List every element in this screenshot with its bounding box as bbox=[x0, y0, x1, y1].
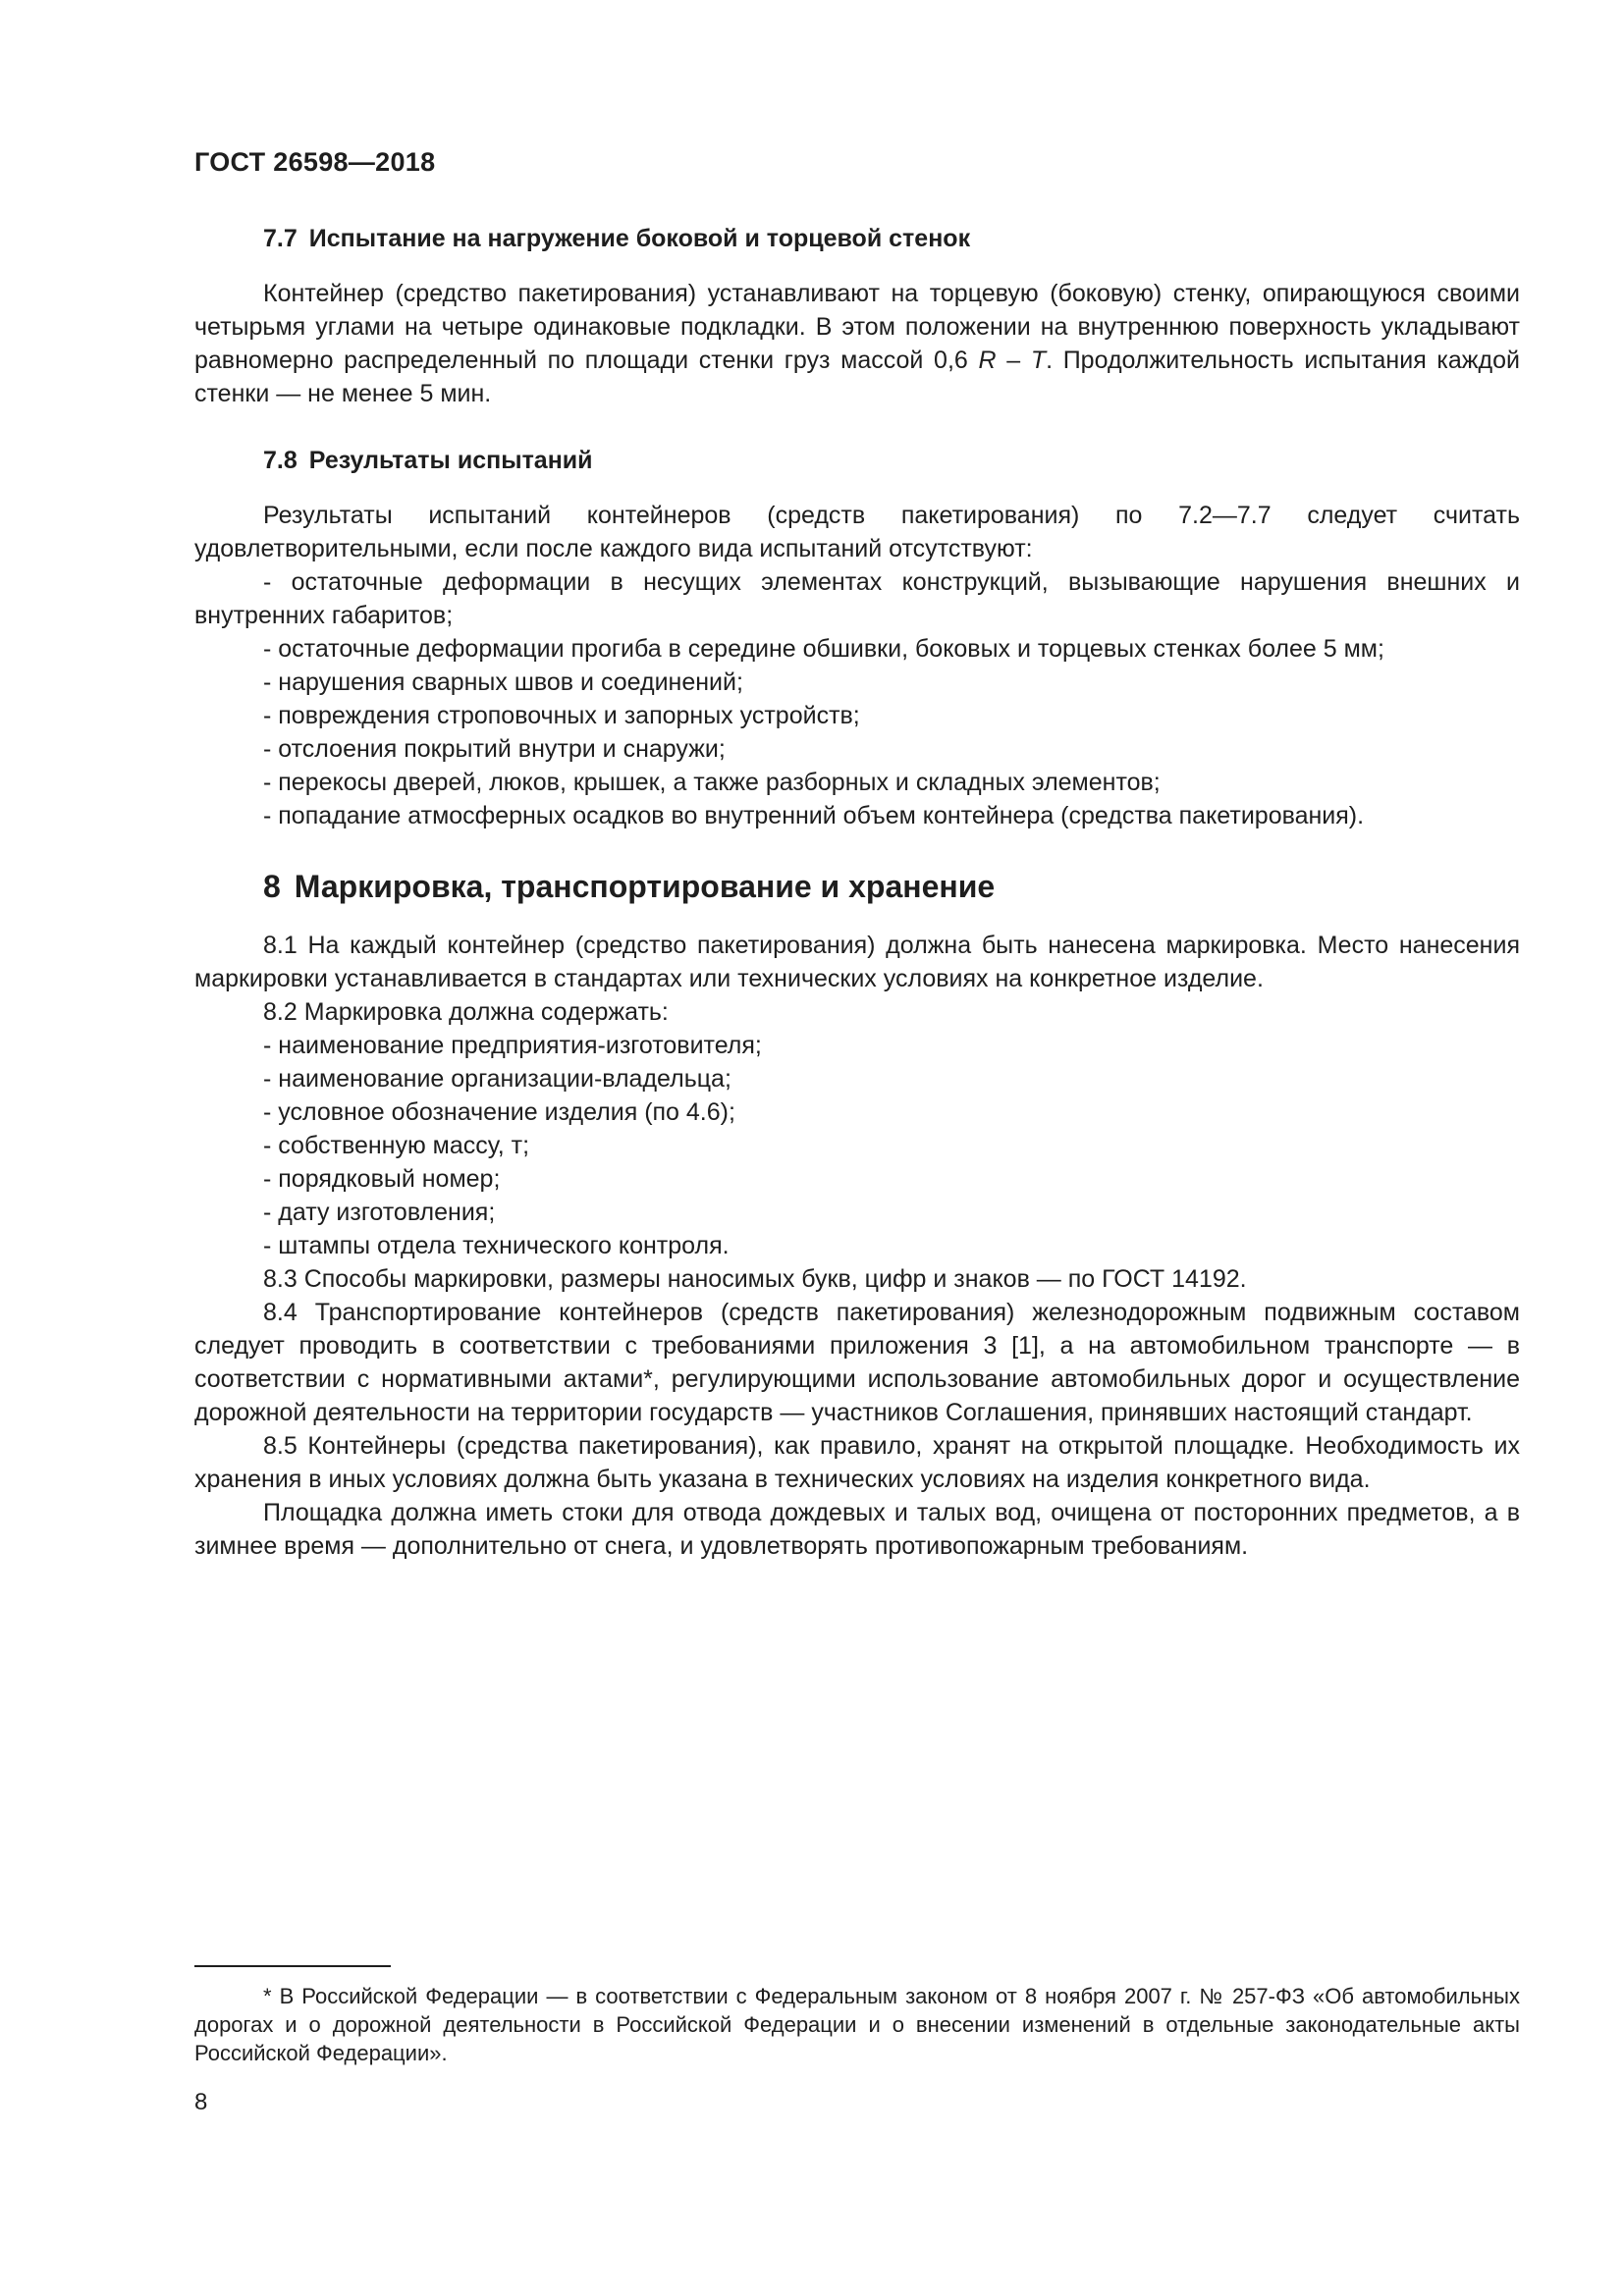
section-7-7-paragraph bbox=[194, 277, 1520, 410]
list-item: - дату изготовления; bbox=[263, 1199, 496, 1226]
list-item: - штампы отдела технического контроля. bbox=[263, 1232, 730, 1259]
paragraph-8-5: 8.5 Контейнеры (средства пакетирования), как правило, хранят на открытой площадке. Необходимость их хранения в иных условиях должна быть указана в технических условиях на изделия конкретного вида. bbox=[194, 1432, 1520, 1493]
section-title: Результаты испытаний bbox=[308, 447, 593, 474]
footnote: * В Российской Федерации — в соответствии с Федеральным законом от 8 ноября 2007 г. № 257-ФЗ «Об автомобильных дорогах и о дорожной деятельности в Российской Федерации и о внесении изменений в отдельные законодательные акты Российской Федерации». bbox=[194, 1984, 1520, 2065]
paragraph-8-4: 8.4 Транспортирование контейнеров (средств пакетирования) железнодорожным подвижным составом следует проводить в соответствии с требованиями приложения 3 [1], а на автомобильном транспорте — в соответствии с нормативными актами*, регулирующими использование автомобильных дорог и осуществление дорожной деятельности на территории государств — участников Соглашения, принявших настоящий стандарт. bbox=[194, 1299, 1520, 1426]
minus-sign: – bbox=[996, 347, 1031, 374]
section-8-heading bbox=[194, 866, 1520, 907]
section-7-7-heading bbox=[194, 222, 1520, 255]
list-item: - отслоения покрытий внутри и снаружи; bbox=[263, 735, 726, 763]
paragraph-text-end: . Продолжительность испытания каждой стенки — не менее 5 мин. bbox=[194, 347, 1520, 407]
page-number: 8 bbox=[194, 2089, 208, 2115]
list-item: - собственную массу, т; bbox=[263, 1132, 530, 1159]
list-item: - нарушения сварных швов и соединений; bbox=[263, 668, 743, 696]
list-item: - условное обозначение изделия (по 4.6); bbox=[263, 1098, 735, 1126]
list-item: - остаточные деформации в несущих элементах конструкций, вызывающие нарушения внешних и внутренних габаритов; bbox=[194, 568, 1520, 629]
document-header: ГОСТ 26598—2018 bbox=[194, 147, 436, 177]
variable-r: R bbox=[978, 347, 997, 374]
section-title: Маркировка, транспортирование и хранение bbox=[294, 869, 996, 904]
section-number: 7.7 bbox=[263, 225, 298, 252]
section-title: Испытание на нагружение боковой и торцевой стенок bbox=[308, 225, 971, 252]
list-item: - наименование организации-владельца; bbox=[263, 1065, 731, 1093]
list-item: - попадание атмосферных осадков во внутренний объем контейнера (средства пакетирования). bbox=[263, 802, 1365, 829]
paragraph-8-3: 8.3 Способы маркировки, размеры наносимых букв, цифр и знаков — по ГОСТ 14192. bbox=[263, 1265, 1247, 1293]
paragraph-8-5-continued: Площадка должна иметь стоки для отвода дождевых и талых вод, очищена от посторонних предметов, а в зимнее время — дополнительно от снега, и удовлетворять противопожарным требованиям. bbox=[194, 1499, 1520, 1560]
paragraph-text: Контейнер (средство пакетирования) устанавливают на торцевую (боковую) стенку, опирающуюся своими четырьмя углами на четыре одинаковые подкладки. В этом положении на внутреннюю поверхность укладывают равномерно распределенный по площади стенки груз массой 0,6 bbox=[194, 280, 1520, 374]
paragraph-8-2: 8.2 Маркировка должна содержать: bbox=[263, 998, 669, 1026]
list-item: - наименование предприятия-изготовителя; bbox=[263, 1032, 762, 1059]
section-7-8-intro: Результаты испытаний контейнеров (средств пакетирования) по 7.2—7.7 следует считать удовлетворительными, если после каждого вида испытаний отсутствуют: bbox=[194, 502, 1520, 562]
list-item: - остаточные деформации прогиба в середине обшивки, боковых и торцевых стенках более 5 мм; bbox=[263, 635, 1384, 663]
paragraph-8-1: 8.1 На каждый контейнер (средство пакетирования) должна быть нанесена маркировка. Место нанесения маркировки устанавливается в стандартах или технических условиях на конкретное изделие. bbox=[194, 932, 1520, 992]
list-item: - перекосы дверей, люков, крышек, а также разборных и складных элементов; bbox=[263, 769, 1161, 796]
footnote-separator bbox=[194, 1965, 391, 1967]
section-number: 7.8 bbox=[263, 447, 298, 474]
list-item: - порядковый номер; bbox=[263, 1165, 501, 1193]
list-item: - повреждения строповочных и запорных устройств; bbox=[263, 702, 860, 729]
document-body bbox=[194, 222, 1520, 1563]
section-7-8-heading bbox=[194, 444, 1520, 477]
variable-t: T bbox=[1030, 347, 1047, 374]
section-number: 8 bbox=[263, 869, 281, 904]
